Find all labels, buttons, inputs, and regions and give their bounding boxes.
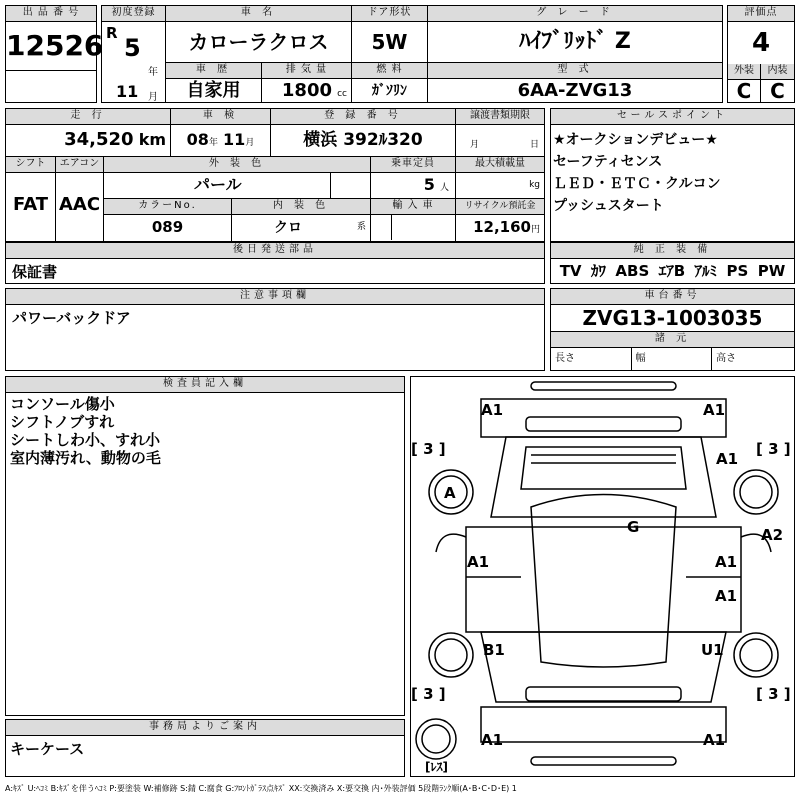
interior-color-label: 内 装 色	[232, 199, 370, 215]
displacement-unit: cc	[337, 89, 347, 99]
damage-mark: B1	[483, 641, 505, 659]
exterior-score: C	[736, 79, 752, 103]
car-name-cell	[166, 6, 352, 63]
door-cell	[352, 6, 428, 63]
transfer-cell	[456, 109, 544, 157]
grade-label: グ レ ー ド	[428, 6, 722, 22]
inspector-note: シートしわ小、すれ小	[10, 431, 161, 449]
model-label: 型 式	[428, 63, 722, 79]
damage-mark: [ﾚｽ]	[425, 760, 448, 774]
equipment-label: 純 正 装 備	[551, 243, 794, 259]
later-parts-box	[5, 242, 545, 284]
displacement-cell	[262, 63, 352, 102]
office-label: 事務局よりご案内	[6, 720, 404, 736]
damage-mark: A1	[715, 587, 738, 605]
load-unit: kg	[529, 180, 540, 190]
ac-label: エアコン	[56, 157, 103, 173]
lot-number: 12526	[6, 22, 96, 71]
chassis-number: ZVG13-1003035	[551, 305, 794, 332]
sales-point-line: セーフティセンス	[553, 154, 663, 170]
inspector-note: コンソール傷小	[10, 395, 115, 413]
details-box	[5, 108, 545, 242]
equipment-ps: PS	[726, 262, 749, 280]
legend: A:ｷｽﾞ U:ﾍｺﾐ B:ｷｽﾞを伴うﾍｺﾐ P:要塗装 W:補修跡 S:錆 C:腐食 G:ﾌﾛﾝﾄｶﾞﾗｽ点ｷｽﾞ XX:交換済み X:要交換 内･外装評価 5段階ﾗﾝｸ順(A･B･C･D･E) 1	[5, 784, 517, 793]
plate-cell	[271, 109, 456, 157]
transfer-day-unit: 日	[530, 140, 540, 150]
import-label: 輸 入 車	[371, 199, 455, 215]
shift-label: シフト	[6, 157, 55, 173]
damage-diagram-box	[410, 376, 795, 777]
notes-text: パワーバックドア	[12, 309, 131, 327]
width-label: 幅	[632, 348, 713, 370]
damage-mark: [ 3 ]	[756, 685, 791, 703]
recycle-cell	[456, 199, 544, 241]
later-parts-label: 後日発送部品	[6, 243, 544, 259]
model-code: 6AA-ZVG13	[517, 80, 633, 101]
first-registration-label: 初度登録	[102, 6, 165, 22]
color-number: 089	[151, 218, 184, 236]
recycle-fee: 12,160	[473, 218, 531, 236]
mileage-unit: km	[138, 130, 166, 149]
reg-month: 11	[116, 82, 139, 101]
capacity: 5	[423, 175, 435, 194]
grade: ﾊｲﾌﾞﾘｯﾄﾞ Z	[519, 29, 631, 54]
color-no-label: カラーNo.	[104, 199, 231, 215]
import-cell	[371, 199, 456, 241]
inspector-note: 室内薄汚れ、動物の毛	[10, 449, 161, 467]
shift: FAT	[12, 194, 49, 215]
exterior-color: パール	[194, 175, 242, 194]
history-label: 車 歴	[166, 63, 261, 79]
car-name-label: 車 名	[166, 6, 351, 22]
mileage-cell	[6, 109, 171, 157]
score-label: 評価点	[728, 6, 794, 22]
recycle-label: リサイクル預託金	[456, 199, 544, 215]
sales-points-label: セールスポイント	[551, 109, 794, 125]
length-label: 長さ	[551, 348, 632, 370]
reg-year-unit: 年	[148, 67, 158, 78]
inspection-cell	[171, 109, 271, 157]
transfer-month-unit: 月	[470, 140, 480, 150]
dims-label: 諸 元	[551, 332, 794, 348]
import-divider	[391, 214, 392, 240]
score-box	[727, 5, 795, 103]
fuel: ｶﾞｿﾘﾝ	[372, 83, 407, 99]
mileage: 34,520	[64, 129, 134, 150]
notes-label: 注意事項欄	[6, 289, 544, 305]
damage-mark: A1	[481, 401, 504, 419]
overall-score: 4	[728, 22, 794, 65]
displacement: 1800	[281, 80, 332, 101]
damage-mark: A1	[703, 401, 726, 419]
car-name: カローラクロス	[188, 30, 329, 54]
color-cell	[104, 157, 371, 199]
equipment-leather: ｶﾜ	[590, 262, 606, 280]
notes-box	[5, 288, 545, 371]
exterior-score-cell	[728, 64, 761, 102]
era: R	[106, 24, 118, 42]
history: 自家用	[186, 80, 241, 101]
chassis-label: 車台番号	[551, 289, 794, 305]
car-diagram	[411, 377, 794, 776]
ac: AAC	[58, 194, 101, 215]
history-cell	[166, 63, 262, 102]
vehicle-info-box	[101, 5, 723, 103]
equipment-pw: PW	[757, 262, 786, 280]
fuel-cell	[352, 63, 428, 102]
equipment-alloy: ｱﾙﾐ	[694, 262, 718, 280]
inspector-box	[5, 376, 405, 716]
damage-mark: U1	[701, 641, 724, 659]
inspection-year-unit: 年	[208, 138, 218, 148]
color-label: 外 装 色	[104, 157, 370, 173]
sales-points-box	[550, 108, 795, 242]
damage-mark: A	[444, 484, 456, 502]
equipment-box	[550, 242, 795, 284]
door-type: 5W	[371, 30, 408, 54]
damage-mark: A1	[481, 731, 504, 749]
inspection-month: 11	[223, 130, 246, 149]
sales-point-line: ★オークションデビュー★	[553, 132, 718, 148]
lot-number-box	[5, 5, 104, 103]
color-no-cell	[104, 199, 232, 241]
capacity-cell	[371, 157, 456, 199]
inspector-note: シフトノブすれ	[10, 413, 115, 431]
interior-color-cell	[232, 199, 371, 241]
equipment-airbag: ｴｱB	[658, 262, 686, 280]
model-cell	[428, 63, 722, 102]
load-cell	[456, 157, 544, 199]
exterior-label: 外装	[728, 64, 760, 80]
first-registration	[102, 6, 166, 102]
shift-cell	[6, 157, 56, 241]
ac-cell	[56, 157, 104, 241]
damage-mark: [ 3 ]	[756, 440, 791, 458]
inspector-label: 検査員記入欄	[6, 377, 404, 393]
equipment-abs: ABS	[615, 262, 650, 280]
chassis-box	[550, 288, 795, 371]
later-parts-text: 保証書	[12, 263, 58, 281]
fuel-label: 燃 料	[352, 63, 427, 79]
mileage-label: 走 行	[6, 109, 170, 125]
equipment-tv: TV	[559, 262, 582, 280]
displacement-label: 排 気 量	[262, 63, 351, 79]
damage-mark: [ 3 ]	[411, 440, 446, 458]
damage-mark: A1	[715, 553, 738, 571]
height-label: 高さ	[716, 353, 737, 364]
damage-mark: G	[627, 518, 640, 536]
door-label: ドア形状	[352, 6, 427, 22]
damage-mark: [ 3 ]	[411, 685, 446, 703]
recycle-unit: 円	[530, 225, 540, 235]
interior-label: 内装	[761, 64, 794, 80]
damage-mark: A1	[703, 731, 726, 749]
damage-mark: A1	[716, 450, 739, 468]
damage-mark: A1	[467, 553, 490, 571]
sales-point-line: プッシュスタート	[553, 198, 664, 214]
lot-number-label: 出 品 番 号	[6, 6, 96, 22]
sales-point-line: ＬＥＤ・ＥＴＣ・クルコン	[553, 176, 721, 192]
reg-month-unit: 月	[148, 92, 158, 103]
interior-color: クロ	[274, 220, 302, 236]
inspection-year: 08	[186, 130, 209, 149]
office-box	[5, 719, 405, 777]
interior-score: C	[770, 79, 785, 103]
inspection-month-unit: 月	[245, 138, 255, 148]
inspection-label: 車 検	[171, 109, 270, 125]
office-text: キーケース	[10, 740, 85, 758]
capacity-label: 乗車定員	[371, 157, 455, 173]
color-divider	[330, 172, 331, 198]
capacity-unit: 人	[439, 183, 449, 193]
grade-cell	[428, 6, 722, 63]
transfer-label: 譲渡書類期限	[456, 109, 544, 125]
reg-year: 5	[124, 34, 141, 62]
interior-color-unit: 系	[356, 222, 366, 232]
load-label: 最大積載量	[456, 157, 544, 173]
plate-number: 横浜 392ﾙ320	[303, 130, 423, 150]
interior-score-cell	[761, 64, 794, 102]
damage-mark: A2	[761, 526, 784, 544]
plate-label: 登 録 番 号	[271, 109, 455, 125]
